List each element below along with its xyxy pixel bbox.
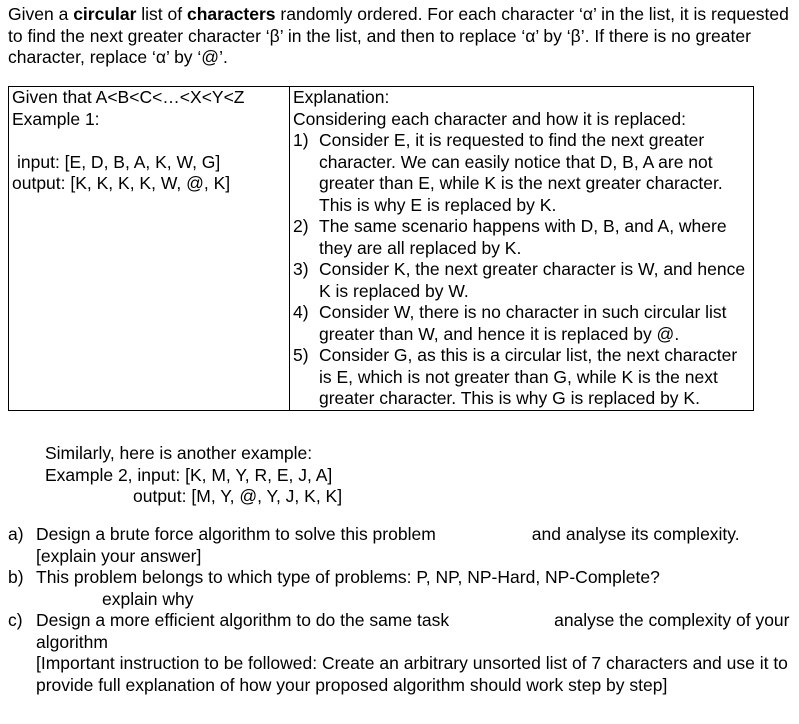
intro-bold-circular: circular <box>73 4 137 24</box>
step-number: 2) <box>293 216 309 236</box>
step-text: Consider E, it is requested to find the next greater character. We can easily notice that D, B, A are not greater than E, while K is the next greater character. This is why E is replaced by K. <box>319 130 723 215</box>
example-left-cell <box>9 87 290 411</box>
example-table <box>8 86 754 411</box>
example-right-cell <box>290 87 754 411</box>
question-a-part2: and analyse its complexity. [explain your answer] <box>36 524 740 566</box>
explanation-step <box>293 259 750 302</box>
example1-input: input: [E, D, B, A, K, W, G] <box>17 151 221 172</box>
explanation-intro: Considering each character and how it is replaced: <box>293 108 686 129</box>
explanation-step <box>293 302 750 345</box>
explanation-step <box>293 130 750 216</box>
explanation-step <box>293 216 750 259</box>
step-text: Consider K, the next greater character is W, and hence K is replaced by W. <box>319 259 746 301</box>
step-number: 5) <box>293 345 309 365</box>
example2-output: output: [M, Y, @, Y, J, K, K] <box>133 486 343 506</box>
question-b-line2: explain why <box>102 588 194 609</box>
example1-heading: Example 1: <box>12 108 100 129</box>
question-b <box>8 567 793 610</box>
intro-text-1: Given a <box>8 4 74 24</box>
intro-text-3: randomly ordered. For each character ‘α’ in the list, it is requested to find the next greater character ‘β’ in the list, and then to replace ‘α’ by ‘β’. If there is no greater character, replace ‘α’ by ‘@’. <box>8 4 789 67</box>
intro-bold-characters: characters <box>187 4 276 24</box>
step-number: 3) <box>293 259 309 279</box>
similarly-text: Similarly, here is another example: <box>45 443 313 463</box>
question-c-instruction: [Important instruction to be followed: Create an arbitrary unsorted list of 7 characters and use it to provide full explanation of how your proposed algorithm should work step by step] <box>36 653 788 695</box>
question-a-part1: Design a brute force algorithm to solve this problem <box>36 524 436 544</box>
step-text: The same scenario happens with D, B, and A, where they are all replaced by K. <box>319 216 727 258</box>
step-text: Consider G, as this is a circular list, the next character is E, which is not greater than G, while K is the next greater character. This is why G is replaced by K. <box>319 345 738 408</box>
explanation-steps <box>293 130 750 410</box>
example2-input: Example 2, input: [K, M, Y, R, E, J, A] <box>45 464 333 485</box>
example1-output: output: [K, K, K, K, W, @, K] <box>12 173 231 193</box>
explanation-title: Explanation: <box>293 87 390 107</box>
step-number: 1) <box>293 130 309 150</box>
question-label: c) <box>8 610 23 630</box>
question-label: b) <box>8 567 24 587</box>
intro-text-2: list of <box>136 4 187 24</box>
question-c <box>8 610 793 696</box>
questions-list <box>8 524 793 696</box>
question-c-part2: analyse the complexity of your algorithm <box>36 610 790 652</box>
step-text: Consider W, there is no character in such circular list greater than W, and hence it is replaced by @. <box>319 302 727 344</box>
question-a <box>8 524 793 567</box>
question-label: a) <box>8 524 24 544</box>
question-b-line1: This problem belongs to which type of problems: P, NP, NP-Hard, NP-Complete? <box>36 567 660 587</box>
alphabet-order: Given that A<B<C<…<X<Y<Z <box>12 87 245 107</box>
example2-block <box>45 443 342 508</box>
explanation-step <box>293 345 750 410</box>
problem-statement <box>8 4 793 69</box>
question-c-part1: Design a more efficient algorithm to do the same task <box>36 610 450 630</box>
step-number: 4) <box>293 302 309 322</box>
